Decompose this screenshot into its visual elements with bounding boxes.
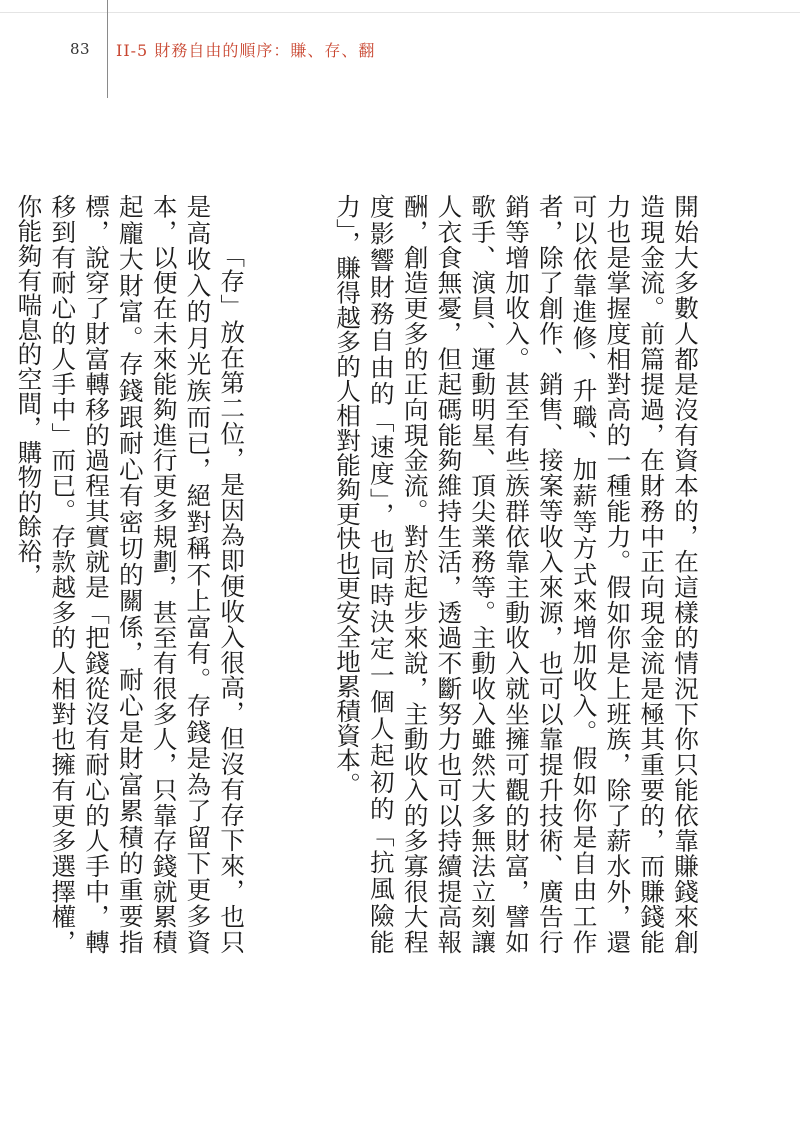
top-rule: [0, 12, 800, 13]
body-text: [12, 194, 702, 954]
page-number: 83: [70, 40, 91, 58]
header-divider: [107, 0, 108, 98]
paragraph-save: 「存」放在第二位，是因為即便收入很高，但沒有存下來，也只是高收入的月光族而已，絕對稱不上富有。存錢是為了留下更多資本，以便在未來能夠進行更多規劃，甚至有很多人，只靠存錢就累積起龐大財富。存錢跟耐心有密切的關係，耐心是財富累積的重要指標，說穿了財富轉移的過程其實就是「把錢從沒有耐心的人手中，轉移到有耐心的人手中」而已。存款越多的人相對也擁有更多選擇權，你能夠有喘息的空間，購物的餘裕，: [14, 194, 247, 954]
paragraph-earn: 開始大多數人都是沒有資本的，在這樣的情況下你只能依靠賺錢來創造現金流。前篇提過，在財務中正向現金流是極其重要的，而賺錢能力也是掌握度相對高的一種能力。假如你是上班族，除了薪水外，還可以依靠進修、升職、加薪等方式來增加收入。假如你是自由工作者，除了創作、銷售、接案等收入來源，也可以靠提升技術、廣告行銷等增加收入。甚至有些族群依靠主動收入就坐擁可觀的財富，譬如歌手、演員、運動明星、頂尖業務等。主動收入雖然大多無法立刻讓人衣食無憂，但起碼能夠維持生活，透過不斷努力也可以持續提高報酬，創造更多的正向現金流。對於起步來說，主動收入的多寡很大程度影響財務自由的「速度」，也同時決定一個人起初的「抗風險能力」，賺得越多的人相對能夠更快也更安全地累積資本。: [333, 194, 700, 954]
chapter-title: II-5 財務自由的順序：賺、存、翻: [116, 41, 376, 60]
